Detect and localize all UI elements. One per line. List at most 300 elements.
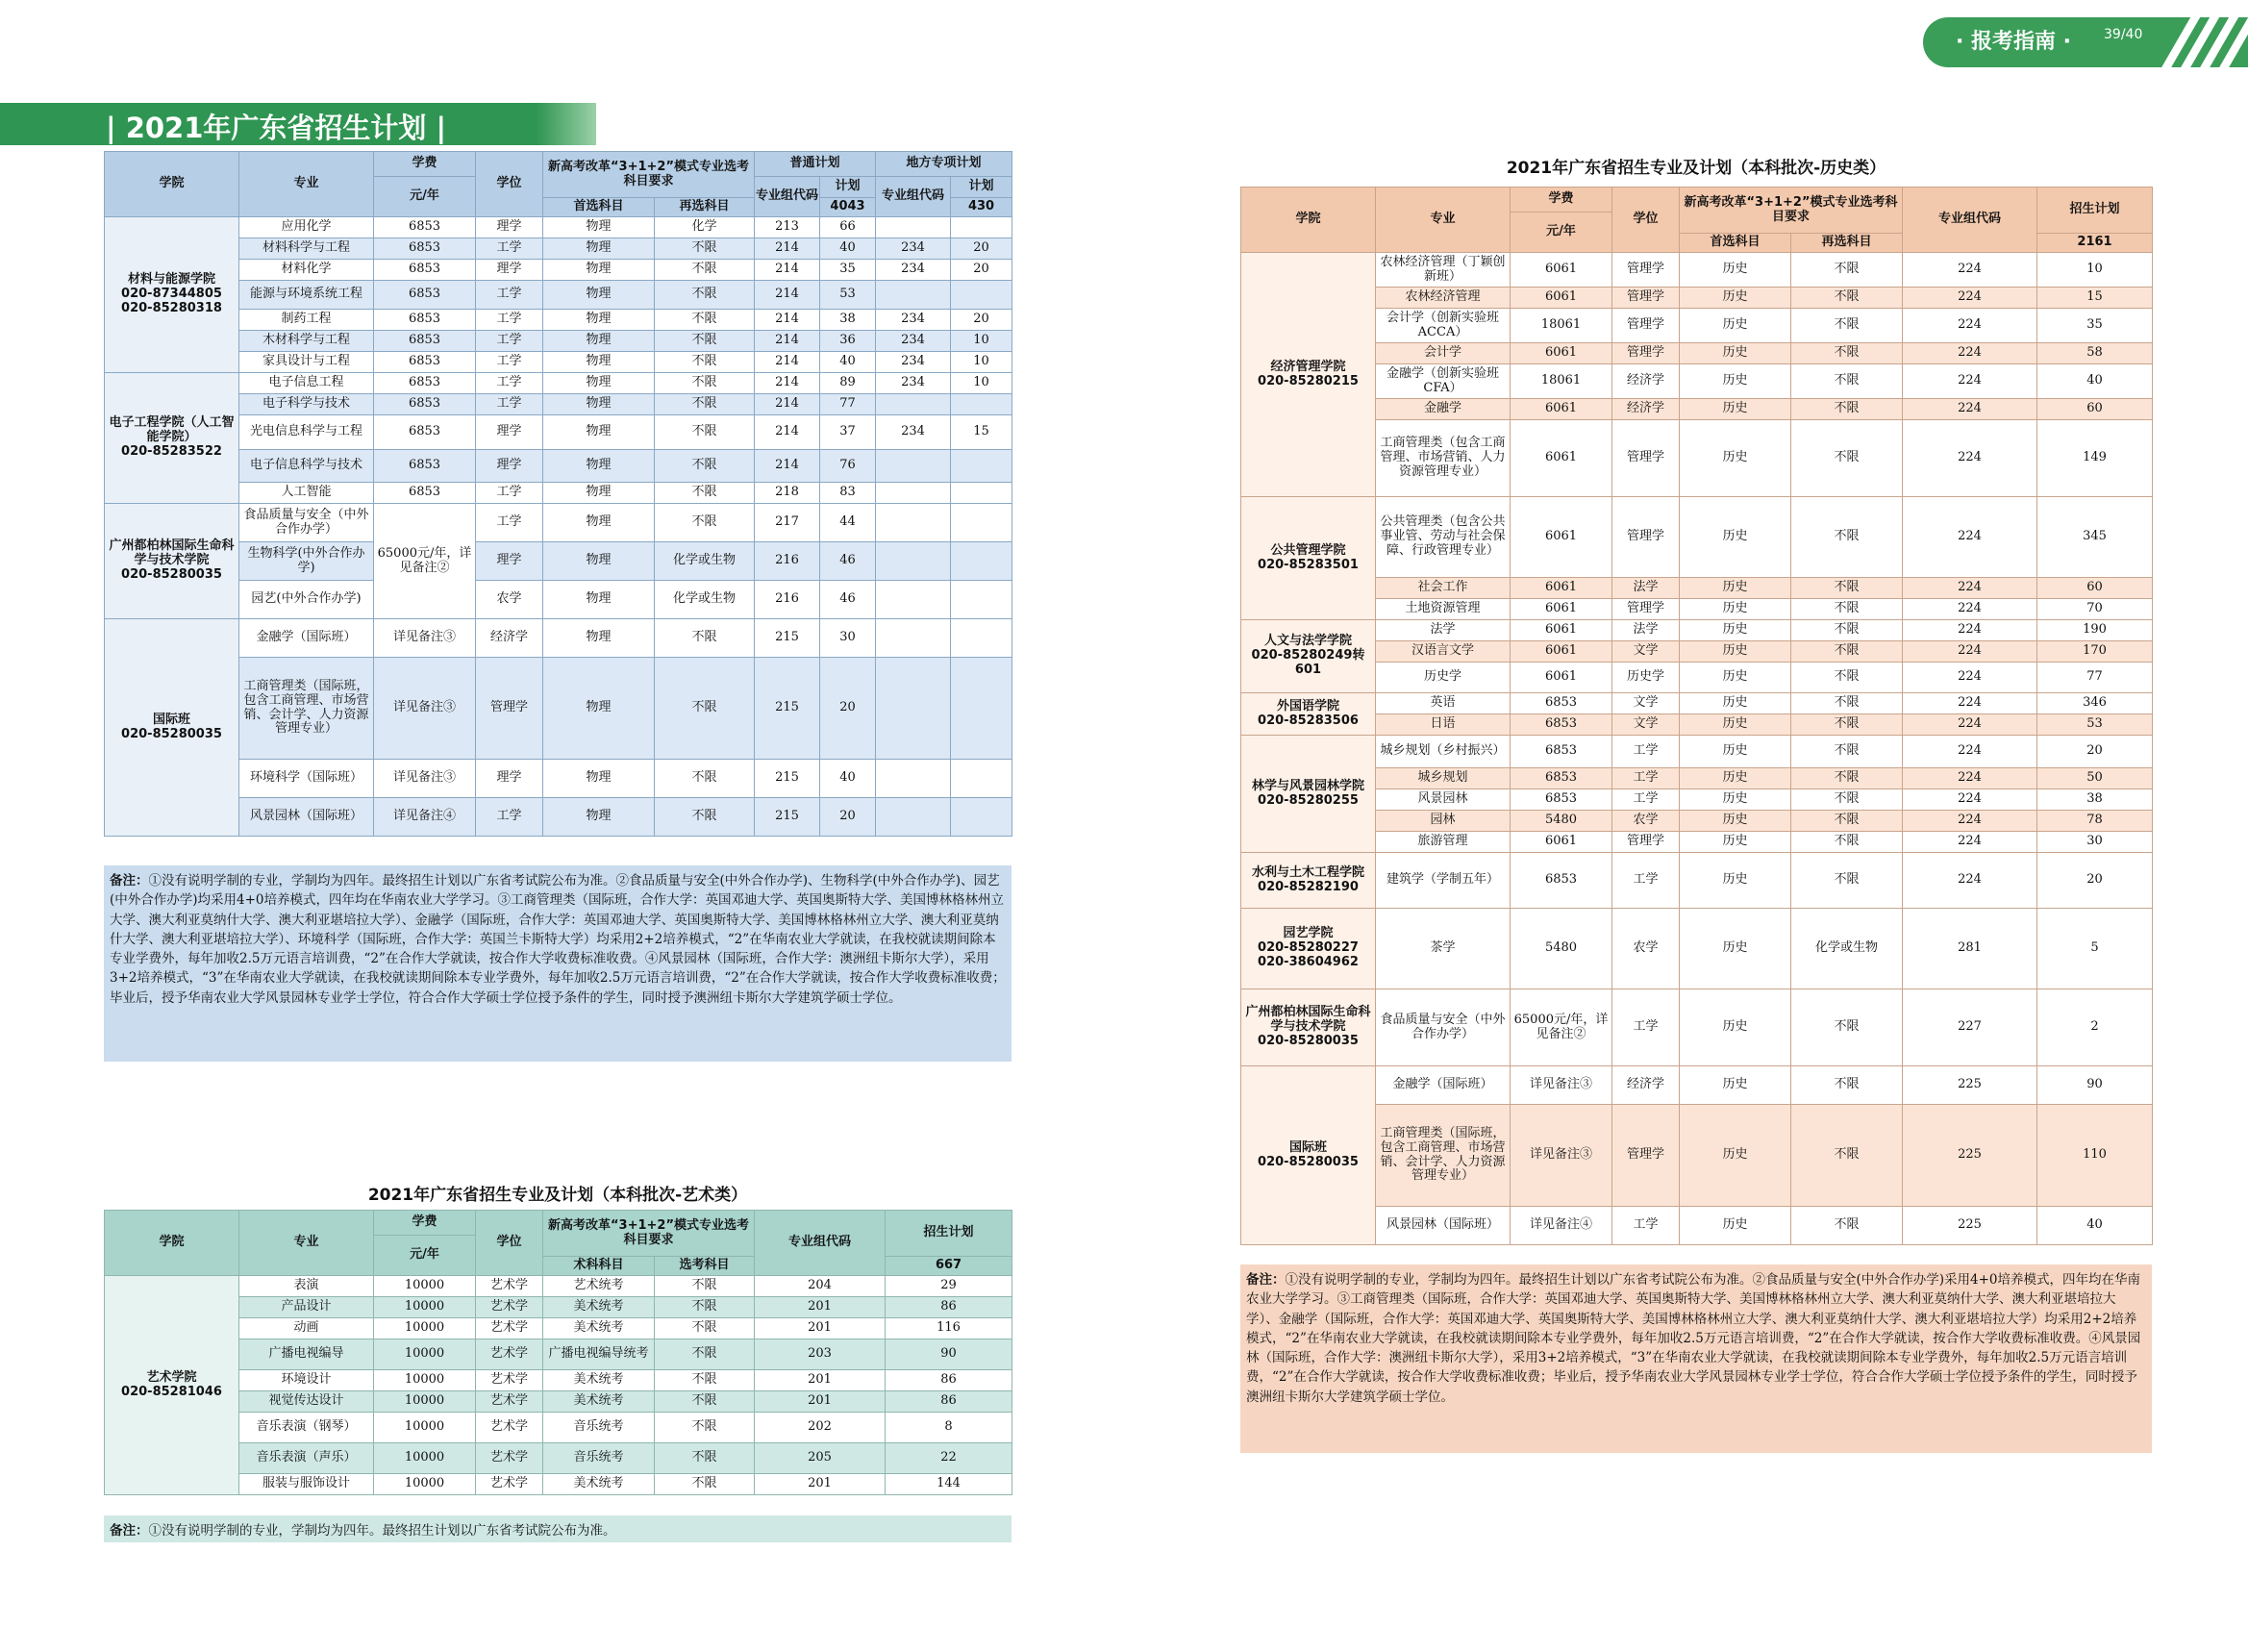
table-row [1241,663,2153,693]
value-cell: 6853 [1511,714,1612,736]
value-cell [876,619,951,658]
value-cell: 224 [1903,789,2037,811]
value-cell: 历史 [1680,599,1791,620]
major-cell: 金融学（创新实验班CFA） [1376,364,1511,399]
value-cell [951,450,1012,483]
major-cell: 木材科学与工程 [239,331,374,352]
value-cell: 20 [951,238,1012,260]
value-cell: 6853 [1511,853,1612,909]
value-cell: 224 [1903,736,2037,768]
value-cell: 214 [755,238,820,260]
table-row [105,217,1012,238]
major-cell: 城乡规划（乡村振兴） [1376,736,1511,768]
table-row [1241,420,2153,497]
value-cell: 224 [1903,343,2037,364]
value-cell: 工学 [476,281,543,310]
value-cell: 224 [1903,853,2037,909]
value-cell: 6853 [1511,736,1612,768]
value-cell: 物理 [543,373,655,394]
value-cell: 214 [755,373,820,394]
table-row [1241,789,2153,811]
value-cell: 物理 [543,260,655,281]
header-degree: 学位 [1612,188,1680,253]
value-cell: 不限 [1791,789,1903,811]
header-local-plan-label: 计划 [951,177,1012,198]
value-cell: 不限 [655,483,755,504]
value-cell: 6061 [1511,578,1612,599]
value-cell: 化学 [655,217,755,238]
header-code: 专业组代码 [755,1211,886,1276]
value-cell [951,542,1012,581]
value-cell: 工学 [476,310,543,331]
table-row [1241,989,2153,1066]
header-code: 专业组代码 [1903,188,2037,253]
header-second: 再选科目 [1791,234,1903,253]
value-cell: 10000 [374,1276,476,1297]
value-cell: 86 [886,1370,1012,1391]
major-cell: 土地资源管理 [1376,599,1511,620]
value-cell: 224 [1903,832,2037,853]
major-cell: 金融学（国际班） [239,619,374,658]
fee-cell: 6853 [374,281,476,310]
value-cell: 不限 [655,1370,755,1391]
value-cell: 历史 [1680,578,1791,599]
value-cell: 不限 [1791,420,1903,497]
header-row [105,1211,1012,1236]
value-cell: 214 [755,331,820,352]
value-cell: 不限 [1791,989,1903,1066]
table-row [1241,1207,2153,1245]
section-label: · 报考指南 · [1956,30,2072,54]
header-reform: 新高考改革“3+1+2”模式专业选考科目要求 [543,1211,755,1257]
value-cell: 6853 [1511,693,1612,714]
value-cell: 78 [2037,811,2153,832]
table-row [1241,1105,2153,1207]
table-row [105,1370,1012,1391]
value-cell: 20 [951,260,1012,281]
value-cell: 116 [886,1318,1012,1339]
value-cell: 法学 [1612,620,1680,641]
value-cell: 234 [876,260,951,281]
header-first: 首选科目 [543,198,655,217]
value-cell: 86 [886,1391,1012,1413]
major-cell: 电子科学与技术 [239,394,374,415]
value-cell: 美术统考 [543,1370,655,1391]
major-cell: 法学 [1376,620,1511,641]
value-cell: 历史 [1680,343,1791,364]
value-cell: 历史 [1680,789,1791,811]
value-cell: 艺术学 [476,1443,543,1474]
value-cell: 历史 [1680,620,1791,641]
value-cell: 化学或生物 [655,542,755,581]
table3-note: 备注：①没有说明学制的专业，学制均为四年。最终招生计划以广东省考试院公布为准。②食品质量与安全(中外合作办学)采用4+0培养模式，四年均在华南农业大学学习。③工商管理类（国际班，合作大学：英国邓迪大学、英国奥斯特大学、美国博林格林州立大学、澳大利亚莫纳什大学、澳大利亚堪培拉大学）、金融学（国际班，合作大学：英国邓迪大学、英国奥斯特大学、美国博林格林州立大学、澳大利亚莫纳什大学、澳大利亚堪培拉大学）均采用2+2培养模式，“2”在华南农业大学就读，在我校就读期间除本专业学费外，每年加收2.5万元语言培训费，“2”在合作大学就读，按合作大学收费标准收费。④风景园林（国际班，合作大学：澳洲纽卡斯尔大学），采用3+2培养模式，“3”在华南农业大学就读，在我校就读期间除本专业学费外，每年加收2.5万元语言培训费，“2”在合作大学就读，按合作大学收费标准收费；毕业后，授予华南农业大学风景园林专业学士学位，符合合作大学硕士学位授予条件的学生，同时授予澳洲纽卡斯尔大学建筑学硕士学位。 [1240,1264,2152,1453]
major-cell: 建筑学（学制五年） [1376,853,1511,909]
major-cell: 音乐表演（钢琴） [239,1413,374,1443]
value-cell: 工学 [476,798,543,837]
value-cell: 工学 [476,352,543,373]
value-cell: 149 [2037,420,2153,497]
value-cell: 53 [2037,714,2153,736]
value-cell: 225 [1903,1207,2037,1245]
value-cell: 29 [886,1276,1012,1297]
history-admission-table [1240,187,2153,1245]
value-cell: 艺术学 [476,1276,543,1297]
value-cell: 214 [755,415,820,450]
value-cell: 工学 [1612,789,1680,811]
table-row [105,619,1012,658]
value-cell: 不限 [1791,364,1903,399]
header-plan: 计划 [820,177,876,198]
header-fee-unit: 元/年 [1511,213,1612,253]
value-cell: 40 [820,760,876,798]
value-cell: 物理 [543,483,655,504]
fee-cell: 详见备注③ [374,619,476,658]
value-cell: 77 [820,394,876,415]
value-cell: 6061 [1511,497,1612,578]
page-title: | 2021年广东省招生计划 | [106,112,447,144]
value-cell: 214 [755,352,820,373]
header-college: 学院 [1241,188,1376,253]
value-cell: 历史 [1680,832,1791,853]
header-second: 选考科目 [655,1257,755,1276]
value-cell: 234 [876,373,951,394]
major-cell: 风景园林 [1376,789,1511,811]
value-cell: 管理学 [1612,343,1680,364]
major-cell: 日语 [1376,714,1511,736]
header-major: 专业 [1376,188,1511,253]
value-cell: 20 [951,310,1012,331]
major-cell: 园林 [1376,811,1511,832]
value-cell: 10000 [374,1391,476,1413]
value-cell: 40 [2037,1207,2153,1245]
college-cell: 材料与能源学院 020-87344805 020-85280318 [105,217,239,373]
value-cell: 234 [876,238,951,260]
value-cell: 物理 [543,619,655,658]
value-cell: 2 [2037,989,2153,1066]
value-cell: 46 [820,581,876,619]
value-cell: 详见备注④ [1511,1207,1612,1245]
value-cell: 文学 [1612,714,1680,736]
value-cell: 历史 [1680,853,1791,909]
table-row [105,1413,1012,1443]
major-cell: 工商管理类（包含工商管理、市场营销、人力资源管理专业） [1376,420,1511,497]
table-row [105,1297,1012,1318]
value-cell: 6061 [1511,399,1612,420]
value-cell: 215 [755,760,820,798]
value-cell: 6061 [1511,599,1612,620]
value-cell: 艺术学 [476,1474,543,1495]
value-cell: 205 [755,1443,886,1474]
header-degree: 学位 [476,1211,543,1276]
value-cell: 224 [1903,288,2037,309]
value-cell: 化学或生物 [1791,909,1903,989]
value-cell: 5 [2037,909,2153,989]
value-cell: 6061 [1511,832,1612,853]
value-cell: 201 [755,1297,886,1318]
major-cell: 环境设计 [239,1370,374,1391]
value-cell: 不限 [655,1413,755,1443]
value-cell: 86 [886,1297,1012,1318]
value-cell: 83 [820,483,876,504]
major-cell: 工商管理类（国际班，包含工商管理、市场营销、会计学、人力资源管理专业） [1376,1105,1511,1207]
header-plan: 招生计划 [2037,188,2153,234]
value-cell: 物理 [543,310,655,331]
value-cell: 艺术统考 [543,1276,655,1297]
value-cell: 不限 [655,619,755,658]
college-cell: 林学与风景园林学院020-85280255 [1241,736,1376,853]
value-cell: 58 [2037,343,2153,364]
value-cell: 物理 [543,281,655,310]
header-first: 首选科目 [1680,234,1791,253]
fee-cell: 详见备注③ [374,760,476,798]
value-cell: 不限 [655,415,755,450]
value-cell: 18061 [1511,364,1612,399]
major-cell: 园艺(中外合作办学) [239,581,374,619]
value-cell: 225 [1903,1105,2037,1207]
value-cell: 不限 [1791,1207,1903,1245]
major-cell: 材料科学与工程 [239,238,374,260]
college-cell: 电子工程学院（人工智能学院） 020-85283522 [105,373,239,504]
value-cell: 工学 [476,394,543,415]
header-local-code: 专业组代码 [876,177,951,217]
value-cell: 不限 [655,1391,755,1413]
value-cell: 工学 [1612,768,1680,789]
value-cell: 不限 [1791,832,1903,853]
value-cell: 历史 [1680,420,1791,497]
value-cell: 不限 [655,352,755,373]
value-cell: 224 [1903,693,2037,714]
history-table-caption: 2021年广东省招生专业及计划（本科批次-历史类） [1506,159,1886,178]
major-cell: 服装与服饰设计 [239,1474,374,1495]
table2-note: 备注：①没有说明学制的专业，学制均为四年。最终招生计划以广东省考试院公布为准。 [104,1515,1012,1542]
value-cell: 理学 [476,542,543,581]
header-local-total: 430 [951,198,1012,217]
value-cell: 艺术学 [476,1339,543,1370]
header-college: 学院 [105,1211,239,1276]
value-cell: 物理 [543,542,655,581]
major-cell: 公共管理类（包含公共事业管、劳动与社会保障、行政管理专业） [1376,497,1511,578]
value-cell: 22 [886,1443,1012,1474]
value-cell: 66 [820,217,876,238]
value-cell: 物理 [543,798,655,837]
value-cell: 218 [755,483,820,504]
table-row [1241,714,2153,736]
value-cell: 经济学 [476,619,543,658]
table-row [1241,288,2153,309]
value-cell [876,542,951,581]
value-cell: 6061 [1511,620,1612,641]
value-cell: 204 [755,1276,886,1297]
value-cell: 历史 [1680,989,1791,1066]
value-cell: 214 [755,450,820,483]
value-cell: 艺术学 [476,1391,543,1413]
table-row [1241,309,2153,343]
value-cell: 234 [876,415,951,450]
major-cell: 家具设计与工程 [239,352,374,373]
value-cell: 音乐统考 [543,1413,655,1443]
header-college: 学院 [105,152,239,217]
value-cell: 美术统考 [543,1474,655,1495]
major-cell: 会计学 [1376,343,1511,364]
value-cell: 224 [1903,364,2037,399]
value-cell: 理学 [476,217,543,238]
value-cell [951,760,1012,798]
value-cell: 不限 [655,798,755,837]
value-cell: 详见备注③ [1511,1105,1612,1207]
value-cell: 不限 [1791,578,1903,599]
value-cell: 不限 [1791,663,1903,693]
table-row [105,238,1012,260]
table-row [1241,399,2153,420]
value-cell: 216 [755,581,820,619]
value-cell: 6061 [1511,420,1612,497]
value-cell: 40 [2037,364,2153,399]
table-row [105,394,1012,415]
value-cell: 物理 [543,217,655,238]
value-cell: 法学 [1612,578,1680,599]
value-cell: 历史 [1680,641,1791,663]
value-cell: 6061 [1511,663,1612,693]
value-cell: 20 [2037,853,2153,909]
value-cell: 201 [755,1474,886,1495]
header-row [1241,188,2153,213]
value-cell [876,581,951,619]
value-cell: 不限 [1791,693,1903,714]
value-cell: 不限 [1791,253,1903,288]
value-cell: 201 [755,1318,886,1339]
value-cell: 224 [1903,811,2037,832]
value-cell: 89 [820,373,876,394]
table-row [105,450,1012,483]
college-cell: 国际班 020-85280035 [1241,1066,1376,1245]
value-cell [951,483,1012,504]
table-row [105,1339,1012,1370]
value-cell: 214 [755,260,820,281]
value-cell: 37 [820,415,876,450]
value-cell: 224 [1903,253,2037,288]
value-cell: 艺术学 [476,1370,543,1391]
value-cell: 不限 [1791,811,1903,832]
value-cell: 10000 [374,1297,476,1318]
value-cell: 224 [1903,497,2037,578]
value-cell: 281 [1903,909,2037,989]
value-cell: 美术统考 [543,1391,655,1413]
value-cell: 美术统考 [543,1318,655,1339]
page-title-banner [0,103,596,145]
value-cell: 225 [1903,1066,2037,1105]
header-code: 专业组代码 [755,177,820,217]
value-cell: 农学 [1612,909,1680,989]
value-cell: 不限 [655,1318,755,1339]
value-cell: 35 [820,260,876,281]
college-cell: 国际班 020-85280035 [105,619,239,837]
value-cell: 历史 [1680,364,1791,399]
value-cell: 346 [2037,693,2153,714]
value-cell: 管理学 [1612,832,1680,853]
header-fee: 学费 [374,1211,476,1236]
table-row [1241,736,2153,768]
major-cell: 汉语言文学 [1376,641,1511,663]
value-cell: 20 [820,798,876,837]
value-cell: 不限 [1791,641,1903,663]
table-row [105,373,1012,394]
value-cell: 历史 [1680,736,1791,768]
value-cell: 物理 [543,394,655,415]
table-row [105,798,1012,837]
value-cell: 60 [2037,578,2153,599]
value-cell: 234 [876,352,951,373]
value-cell: 190 [2037,620,2153,641]
value-cell: 214 [755,394,820,415]
fee-cell: 6853 [374,260,476,281]
major-cell: 旅游管理 [1376,832,1511,853]
value-cell: 6061 [1511,253,1612,288]
value-cell: 217 [755,504,820,542]
table-row [1241,364,2153,399]
header-plan-total: 2161 [2037,234,2153,253]
value-cell: 文学 [1612,641,1680,663]
value-cell [951,394,1012,415]
major-cell: 工商管理类（国际班，包含工商管理、市场营销、会计学、人力资源管理专业） [239,658,374,760]
page-section-tab [1923,17,2248,67]
value-cell: 214 [755,281,820,310]
value-cell: 音乐统考 [543,1443,655,1474]
table-row [105,1474,1012,1495]
value-cell: 224 [1903,420,2037,497]
value-cell: 不限 [1791,497,1903,578]
value-cell: 30 [2037,832,2153,853]
table-row [1241,1066,2153,1105]
value-cell: 不限 [655,1339,755,1370]
value-cell: 理学 [476,760,543,798]
table-row [1241,343,2153,364]
value-cell: 物理 [543,504,655,542]
value-cell: 10 [951,352,1012,373]
value-cell: 物理 [543,415,655,450]
value-cell: 不限 [655,760,755,798]
major-cell: 人工智能 [239,483,374,504]
table-row [1241,620,2153,641]
value-cell: 15 [2037,288,2153,309]
major-cell: 电子信息工程 [239,373,374,394]
value-cell [876,450,951,483]
value-cell: 224 [1903,620,2037,641]
value-cell: 管理学 [1612,1105,1680,1207]
value-cell: 不限 [1791,288,1903,309]
table-row [1241,578,2153,599]
value-cell: 6061 [1511,641,1612,663]
value-cell: 110 [2037,1105,2153,1207]
table-row [105,760,1012,798]
value-cell: 农学 [476,581,543,619]
value-cell: 170 [2037,641,2153,663]
header-fee: 学费 [374,152,476,177]
header-reform: 新高考改革“3+1+2”模式专业选考科目要求 [543,152,755,198]
value-cell: 历史 [1680,497,1791,578]
table-row [105,281,1012,310]
value-cell: 224 [1903,599,2037,620]
value-cell: 不限 [655,310,755,331]
value-cell [951,798,1012,837]
value-cell: 不限 [655,1443,755,1474]
college-cell: 公共管理学院 020-85283501 [1241,497,1376,620]
value-cell: 工学 [1612,736,1680,768]
value-cell: 6853 [1511,768,1612,789]
value-cell: 30 [820,619,876,658]
major-cell: 动画 [239,1318,374,1339]
value-cell: 234 [876,331,951,352]
value-cell: 10000 [374,1413,476,1443]
